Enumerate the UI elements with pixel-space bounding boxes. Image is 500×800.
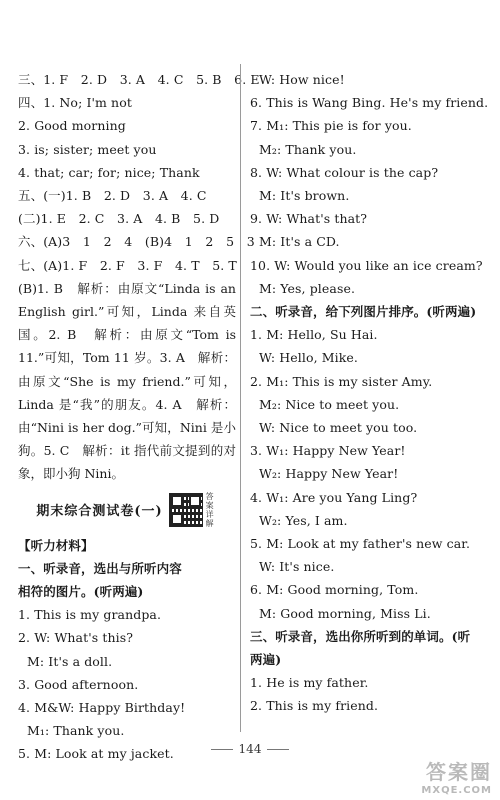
text-line: 7. M₁: This pie is for you. xyxy=(250,118,412,134)
text-line: 4. that; car; for; nice; Thank xyxy=(18,164,200,180)
text-line: 二、听录音，给下列图片排序。(听两遍) xyxy=(250,304,477,320)
watermark-logo xyxy=(421,756,492,796)
text-line: W: Hello, Mike. xyxy=(259,350,358,366)
text-line: 一、听录音，选出与所听内容 xyxy=(18,560,182,576)
text-line: 三、听录音，选出你所听到的单词。(听 xyxy=(250,628,471,644)
text-line: W: Nice to meet you too. xyxy=(259,420,418,436)
listening-script-continued xyxy=(250,68,489,718)
text-line: 2. M₁: This is my sister Amy. xyxy=(250,373,433,389)
text-line: M: Good morning, Miss Li. xyxy=(259,605,431,621)
text-line: 3. W₁: Happy New Year! xyxy=(250,443,406,459)
text-line: (二)1. E 2. C 3. A 4. B 5. D xyxy=(18,211,220,227)
right-column xyxy=(250,68,489,718)
column-divider xyxy=(240,64,241,732)
text-line: W: How nice! xyxy=(259,72,345,87)
text-line: 1. This is my grandpa. xyxy=(18,607,162,623)
answer-lines xyxy=(18,68,260,277)
text-line: W₂: Yes, I am. xyxy=(259,512,348,528)
page-footer xyxy=(0,742,500,756)
text-line: 七、(A)1. F 2. F 3. F 4. T 5. T xyxy=(18,257,237,273)
text-line: M: Yes, please. xyxy=(259,280,356,296)
text-line: 4. W₁: Are you Yang Ling? xyxy=(250,489,418,505)
text-line: M₂: Nice to meet you. xyxy=(259,396,400,412)
text-line: M₂: Thank you. xyxy=(259,141,357,157)
text-line: 4. M&W: Happy Birthday! xyxy=(18,700,186,716)
text-line: M: It's a CD. xyxy=(259,234,340,250)
watermark-url: MXQE.COM xyxy=(421,785,492,796)
listening-script-start xyxy=(18,534,236,766)
exam-title-block xyxy=(18,488,236,532)
text-line: 六、(A)3 1 2 4 (B)4 1 2 5 3 xyxy=(18,234,255,250)
page-number: 144 xyxy=(238,742,262,756)
text-line: 9. W: What's that? xyxy=(250,211,368,227)
text-line: 2. W: What's this? xyxy=(18,630,134,646)
reading-analysis: (B)1. B 解析：由原文“Linda is an English girl.”可知，Linda 来自英国。2. B 解析：由原文“Tom is 11.”可知，Tom 11 岁。3. A 解析：由原文“She is my friend.”可知，Linda 是“我”的朋友。4. A 解析：由“Nini is her dog.”可知，Nini 是小狗。5. C 解析：it 指代前文提到的对象，即小狗 Nini。 xyxy=(18,280,236,482)
text-line: 【听力材料】 xyxy=(18,537,94,553)
text-line: 1. He is my father. xyxy=(250,675,369,691)
text-line: 2. This is my friend. xyxy=(250,698,379,714)
text-line: 三、1. F 2. D 3. A 4. C 5. B 6. E xyxy=(18,72,260,87)
text-line: 1. M: Hello, Su Hai. xyxy=(250,327,378,343)
text-line: M: It's brown. xyxy=(259,188,350,204)
text-line: 2. Good morning xyxy=(18,118,126,134)
text-line: W₂: Happy New Year! xyxy=(259,466,399,482)
text-line: 5. M: Look at my jacket. xyxy=(18,746,174,762)
text-line: 10. W: Would you like an ice cream? xyxy=(250,257,483,273)
text-line: M: It's a doll. xyxy=(27,653,113,669)
text-line: 3. is; sister; meet you xyxy=(18,141,157,157)
text-line: 两遍) xyxy=(250,652,282,668)
qr-caption: 答案详解 xyxy=(205,491,214,528)
text-line: 6. This is Wang Bing. He's my friend. xyxy=(250,95,489,111)
exam-title: 期末综合测试卷(一) xyxy=(36,504,163,520)
text-line: W: It's nice. xyxy=(259,559,335,575)
qr-code-icon xyxy=(169,493,203,527)
text-line: 6. M: Good morning, Tom. xyxy=(250,582,419,598)
text-line: 5. M: Look at my father's new car. xyxy=(250,536,471,552)
text-line: 8. W: What colour is the cap? xyxy=(250,164,439,180)
text-line: 五、(一)1. B 2. D 3. A 4. C xyxy=(18,188,207,204)
text-line: M₁: Thank you. xyxy=(27,723,125,739)
text-line: 3. Good afternoon. xyxy=(18,676,139,692)
text-line: 四、1. No; I'm not xyxy=(18,95,132,111)
watermark-text: 答案圈 xyxy=(426,760,492,784)
text-line: 相符的图片。(听两遍) xyxy=(18,584,144,600)
